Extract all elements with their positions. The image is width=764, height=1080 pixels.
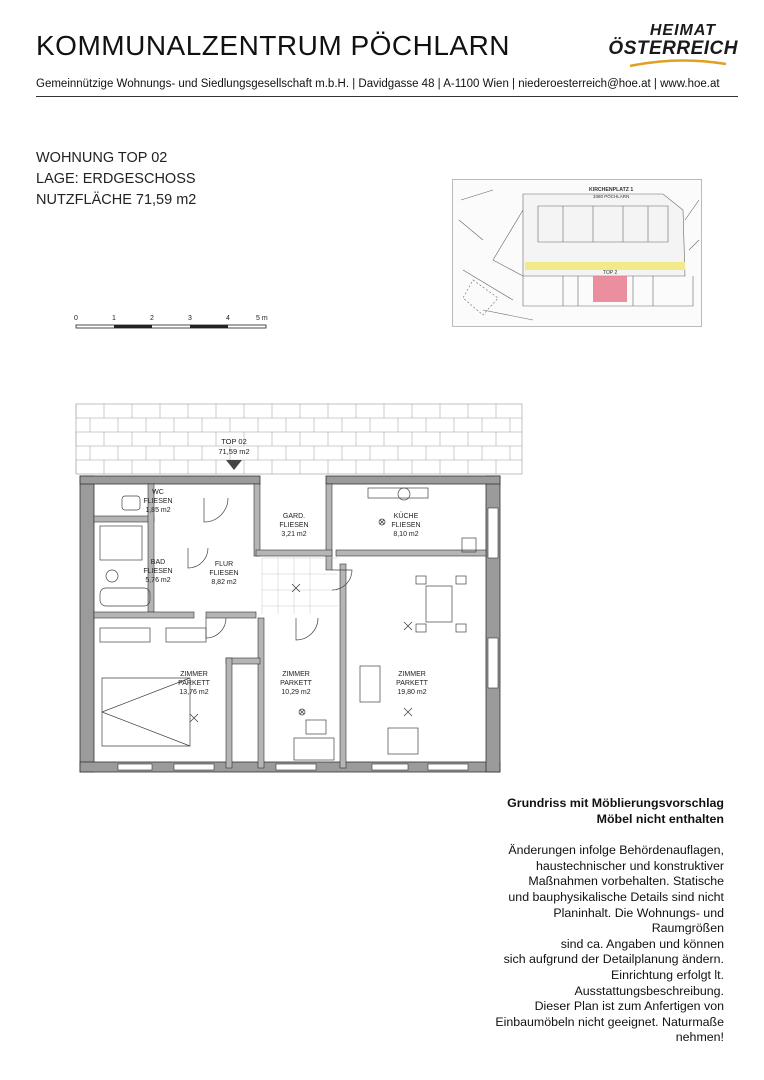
svg-text:PARKETT: PARKETT — [280, 680, 312, 687]
scale-tick-4: 4 — [226, 315, 230, 322]
unit-area: 71,59 m2 — [218, 447, 250, 456]
room-label-kueche — [391, 512, 420, 538]
notes-line: sich aufgrund der Detailplanung ändern. — [503, 952, 724, 967]
heimat-oesterreich-logo — [608, 22, 738, 66]
site-plan-address-line2: 3380 PÖCHLARN — [593, 194, 630, 199]
site-plan-unit-label: TOP 2 — [603, 270, 618, 276]
svg-text:ZIMMER: ZIMMER — [180, 671, 208, 678]
svg-text:BAD: BAD — [150, 559, 166, 566]
svg-text:10,29 m2: 10,29 m2 — [281, 689, 311, 696]
notes-line: Einrichtung erfolgt lt. — [611, 967, 724, 982]
svg-text:PARKETT: PARKETT — [178, 680, 210, 687]
svg-text:3,21 m2: 3,21 m2 — [281, 531, 307, 538]
site-plan-unit-highlight — [593, 276, 627, 302]
room-label-flur — [209, 561, 238, 586]
svg-text:8,82 m2: 8,82 m2 — [211, 579, 237, 586]
scale-tick-1: 1 — [112, 315, 116, 322]
notes-line: haustechnischer und konstruktiver — [535, 858, 724, 873]
page-title: KOMMUNALZENTRUM PÖCHLARN — [36, 30, 511, 61]
unit-title: TOP 02 — [221, 437, 247, 446]
svg-text:PARKETT: PARKETT — [396, 680, 428, 687]
svg-text:1,85 m2: 1,85 m2 — [145, 507, 171, 514]
scale-tick-3: 3 — [188, 315, 192, 322]
svg-text:FLIESEN: FLIESEN — [391, 522, 421, 529]
notes-line: Einbaumöbeln nicht geeignet. Naturmaße — [495, 1014, 724, 1029]
svg-text:19,80 m2: 19,80 m2 — [397, 689, 427, 696]
svg-text:GARD.: GARD. — [282, 513, 306, 520]
svg-text:FLIESEN: FLIESEN — [143, 568, 173, 575]
site-plan-address-line1: KIRCHENPLATZ 1 — [589, 187, 634, 193]
apartment-info — [36, 148, 196, 211]
notes-line: nehmen! — [675, 1030, 724, 1045]
plan-notes — [452, 796, 724, 1046]
site-plan-corridor — [525, 262, 685, 270]
scale-tick-2: 2 — [150, 315, 154, 322]
notes-line: und bauphysikalische Details sind nicht — [508, 889, 724, 904]
notes-line: Maßnahmen vorbehalten. Statische — [528, 874, 724, 889]
svg-text:13,76 m2: 13,76 m2 — [179, 689, 209, 696]
svg-text:FLIESEN: FLIESEN — [143, 498, 173, 505]
logo-swoosh-icon — [628, 58, 728, 68]
svg-text:KÜCHE: KÜCHE — [393, 513, 419, 520]
scale-bar — [70, 312, 310, 336]
entrance-arrow-icon — [226, 460, 242, 470]
apartment-name: WOHNUNG TOP 02 — [36, 150, 168, 166]
notes-line: Planinhalt. Die Wohnungs- und — [553, 905, 724, 920]
notes-heading-1: Grundriss mit Möblierungsvorschlag — [507, 796, 724, 810]
svg-text:8,10 m2: 8,10 m2 — [393, 531, 419, 538]
svg-text:FLUR: FLUR — [214, 561, 234, 568]
floor-plan — [66, 398, 536, 808]
notes-line: Ausstattungsbeschreibung. — [574, 983, 724, 998]
svg-text:FLIESEN: FLIESEN — [279, 522, 309, 529]
svg-text:ZIMMER: ZIMMER — [398, 671, 426, 678]
room-label-zimmer-3 — [396, 671, 428, 696]
scale-tick-0: 0 — [74, 315, 78, 322]
room-label-gard — [279, 513, 308, 538]
room-label-zimmer-2 — [280, 671, 312, 696]
notes-line: Dieser Plan ist zum Anfertigen von — [534, 999, 724, 1014]
logo-text-line1: HEIMAT — [649, 22, 716, 39]
svg-text:5,76 m2: 5,76 m2 — [145, 577, 171, 584]
header-divider — [36, 96, 738, 97]
site-plan — [452, 179, 702, 327]
notes-heading-2: Möbel nicht enthalten — [596, 811, 724, 826]
svg-text:FLIESEN: FLIESEN — [209, 570, 239, 577]
brick-wall-pattern — [76, 404, 522, 474]
svg-text:ZIMMER: ZIMMER — [282, 671, 310, 678]
apartment-location: LAGE: ERDGESCHOSS — [36, 171, 196, 187]
contact-line: Gemeinnützige Wohnungs- und Siedlungsgesellschaft m.b.H. | Davidgasse 48 | A-1100 Wien | niederoesterreich@hoe.at | www.hoe.at — [36, 78, 720, 90]
room-label-zimmer-1 — [178, 671, 210, 696]
notes-line: Änderungen infolge Behördenauflagen, — [508, 843, 724, 858]
apartment-area: NUTZFLÄCHE 71,59 m2 — [36, 192, 197, 208]
scale-tick-5: 5 m — [256, 315, 268, 322]
logo-text-line2: ÖSTERREICH — [608, 38, 738, 59]
notes-line: sind ca. Angaben und können — [560, 936, 724, 951]
svg-text:WC: WC — [152, 489, 164, 496]
notes-line: Raumgrößen — [651, 921, 724, 936]
